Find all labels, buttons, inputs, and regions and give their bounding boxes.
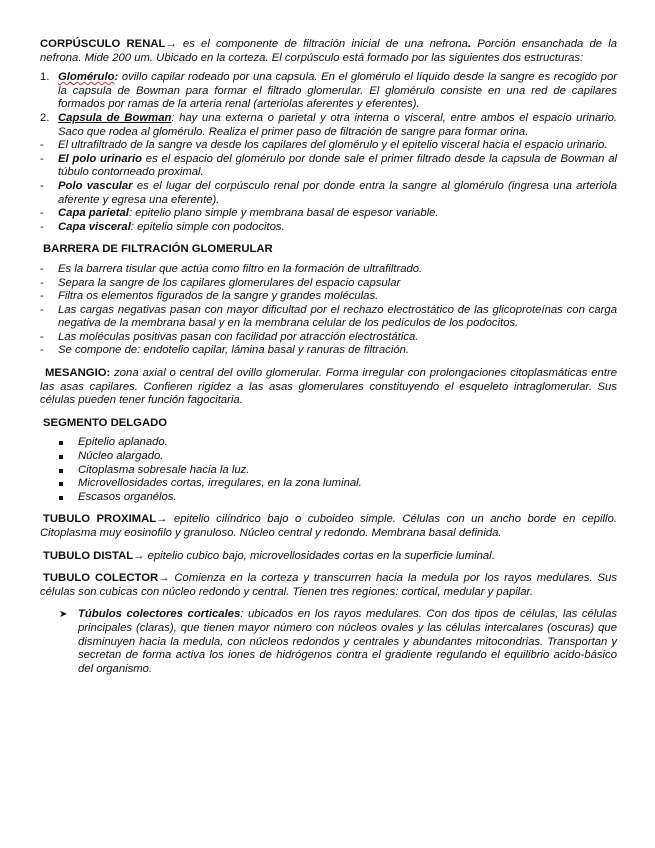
glomerulo-term: Glomérulo (58, 71, 115, 84)
list-item-text: El ultrafiltrado de la sangre va desde los capilares del glomérulo y el epitelio visceral hacia el espacio urinario. (58, 139, 608, 152)
list-item-text: ovillo capilar rodeado por una capsula. En el glomérulo el líquido desde la sangre es recogido por la capsula de Bowman para formar el filtrado glomerular. El glomérulo consiste en una red de capilares formados por ramas de la arteria renal (arteriolas aferentes y eferentes). (58, 71, 617, 111)
list-item-text: Es la barrera tisular que actúa como filtro en la formación de ultrafiltrado. (58, 262, 423, 275)
structures-list (40, 71, 617, 139)
list-item-text: Núcleo alargado. (78, 450, 164, 463)
colector-paragraph (40, 572, 617, 599)
list-item-text: Citoplasma sobresale hacia la luz. (78, 463, 250, 476)
list-item-text: Se compone de: endotelio capilar, lámina basal y ranuras de filtración. (58, 344, 410, 357)
arrowhead-bullet-icon: ➤ (59, 609, 68, 621)
arrow-icon: → (165, 38, 177, 50)
document-page (40, 38, 617, 676)
list-marker: - (40, 330, 44, 343)
distal-heading: TUBULO DISTAL (43, 549, 134, 562)
list-item-text: Microvellosidades cortas, irregulares, en la zona luminal. (78, 477, 362, 490)
distal-text: epitelio cubico bajo, microvellosidades cortas en la superficie luminal. (144, 549, 495, 562)
list-term: Polo vascular (58, 179, 133, 192)
list-item-text: : epitelio plano simple y membrana basal de espesor variable. (128, 207, 439, 220)
list-marker: - (40, 344, 44, 357)
colector-sublist (59, 608, 617, 676)
list-item-text: : epitelio simple con podocitos. (130, 220, 285, 233)
list-item (40, 180, 617, 207)
list-term: Capa visceral (58, 220, 131, 233)
list-item-text: es el espacio del glomérulo por donde sale el primer filtrado desde la capsula de Bowman al túbulo contorneado proximal. (58, 152, 617, 179)
list-item (40, 344, 617, 358)
mesangio-paragraph (40, 367, 617, 408)
sub-term: Túbulos colectores corticales (78, 608, 241, 621)
list-item-text: Epitelio aplanado. (78, 436, 168, 449)
list-item (59, 608, 617, 676)
list-item (40, 304, 617, 331)
corpusculo-text-after: Porción ensanchada de la nefrona. Mide 200 um. Ubicado en la corteza. El corpúsculo está formado por las siguientes dos estructuras: (40, 38, 618, 64)
list-marker: - (40, 303, 44, 316)
distal-paragraph (40, 550, 617, 564)
colector-text: Comienza en la corteza y transcurren hacia la medula por los rayos medulares. Sus células son cubicas con núcleo redondo y central. Tienen tres regiones: cortical, medular y papilar. (40, 572, 617, 598)
proximal-heading: TUBULO PROXIMAL (43, 513, 157, 526)
list-item-text: Escasos organélos. (78, 490, 177, 503)
square-bullet-icon (59, 441, 63, 445)
list-item (40, 112, 617, 139)
list-item (40, 331, 617, 345)
term-suffix: : (171, 111, 175, 124)
list-item-text: Las moléculas positivas pasan con facilidad por atracción electrostática. (58, 330, 419, 343)
square-bullet-icon (59, 496, 63, 500)
list-marker: - (40, 207, 44, 220)
list-item (40, 153, 617, 180)
dash-list (40, 139, 617, 234)
list-marker: - (40, 276, 44, 289)
list-item (40, 263, 617, 277)
proximal-paragraph (40, 513, 617, 540)
mesangio-text: zona axial o central del ovillo glomerular. Forma irregular con prolongaciones citoplasmáticas entre las asas capilares. Confieren rigidez a las asas glomerulares constituyendo el esqueleto intraglomerular. Sus células pueden tener función fagocitaria. (40, 367, 617, 407)
mesangio-heading: MESANGIO: (45, 367, 111, 380)
square-bullet-icon (59, 482, 63, 486)
list-item (59, 464, 617, 478)
sub-text: : ubicados en los rayos medulares. Con dos tipos de células, las células principales (claras), que tienen mayor número con núcleos ovales y las células intercalares (oscuras) que disminuyen hacia la medula, con núcleos redondos y centrales y abundantes mitocondrias. Transportan y secretan de forma activa los iones de hidrógenos contra el gradiente regulando el equilibrio acido-básico del organismo. (78, 608, 617, 675)
list-marker: - (40, 179, 44, 192)
colector-heading: TUBULO COLECTOR (43, 572, 159, 585)
list-marker: - (40, 139, 44, 152)
list-item (59, 477, 617, 491)
corpusculo-heading: CORPÚSCULO RENAL (40, 38, 166, 50)
term-suffix: : (114, 71, 119, 84)
segmento-heading: SEGMENTO DELGADO (43, 416, 168, 429)
list-item-text: Separa la sangre de los capilares glomerulares del espacio capsular (58, 276, 401, 289)
list-term: El polo urinario (58, 152, 143, 165)
list-item (40, 207, 617, 221)
arrow-icon: → (156, 513, 168, 526)
list-term: Capa parietal (58, 207, 129, 220)
list-item (59, 436, 617, 450)
list-marker: - (40, 152, 44, 165)
list-item-text: Las cargas negativas pasan con mayor dificultad por el rechazo electrostático de las glicoproteínas con carga negativa de la membrana basal y en la membrana celular de los pedículos de los podocitos. (58, 303, 617, 330)
list-marker: 1. (40, 71, 50, 84)
square-bullet-icon (59, 455, 63, 459)
list-item (59, 491, 617, 505)
list-marker: - (40, 220, 44, 233)
corpusculo-paragraph (40, 38, 617, 65)
list-item (40, 290, 617, 304)
arrow-icon: → (133, 549, 145, 562)
list-item-text: Filtra os elementos figurados de la sangre y grandes moléculas. (58, 290, 379, 303)
barrera-heading: BARRERA DE FILTRACIÓN GLOMERULAR (43, 243, 273, 256)
list-marker: - (40, 290, 44, 303)
arrow-icon: → (158, 572, 170, 585)
list-item-text: es el lugar del corpúsculo renal por donde entra la sangre al glomérulo (ingresa una arteriola aferente y egresa una eferente). (58, 179, 617, 206)
segmento-list (59, 436, 617, 504)
capsula-term: Capsula de Bowman (58, 111, 172, 124)
list-item-text: hay una externa o parietal y otra interna o visceral, entre ambos el espacio urinario. Saco que rodea al glomérulo. Realiza el primer paso de filtración de sangre para formar orina. (58, 111, 617, 138)
barrera-list (40, 263, 617, 358)
list-item (40, 277, 617, 291)
list-marker: - (40, 262, 44, 275)
proximal-text: epitelio cilíndrico bajo o cuboideo simple. Células con un ancho borde en cepillo. Citoplasma muy eosinofilo y granuloso. Núcleo central y redondo. Membrana basal definida. (40, 513, 617, 539)
square-bullet-icon (59, 469, 63, 473)
corpusculo-bold-dot: . (467, 38, 472, 50)
list-item (40, 71, 617, 112)
list-marker: 2. (40, 111, 50, 124)
corpusculo-text-before: es el componente de filtración inicial de una nefrona (176, 38, 468, 50)
list-item (40, 221, 617, 235)
list-item (40, 139, 617, 153)
list-item (59, 450, 617, 464)
